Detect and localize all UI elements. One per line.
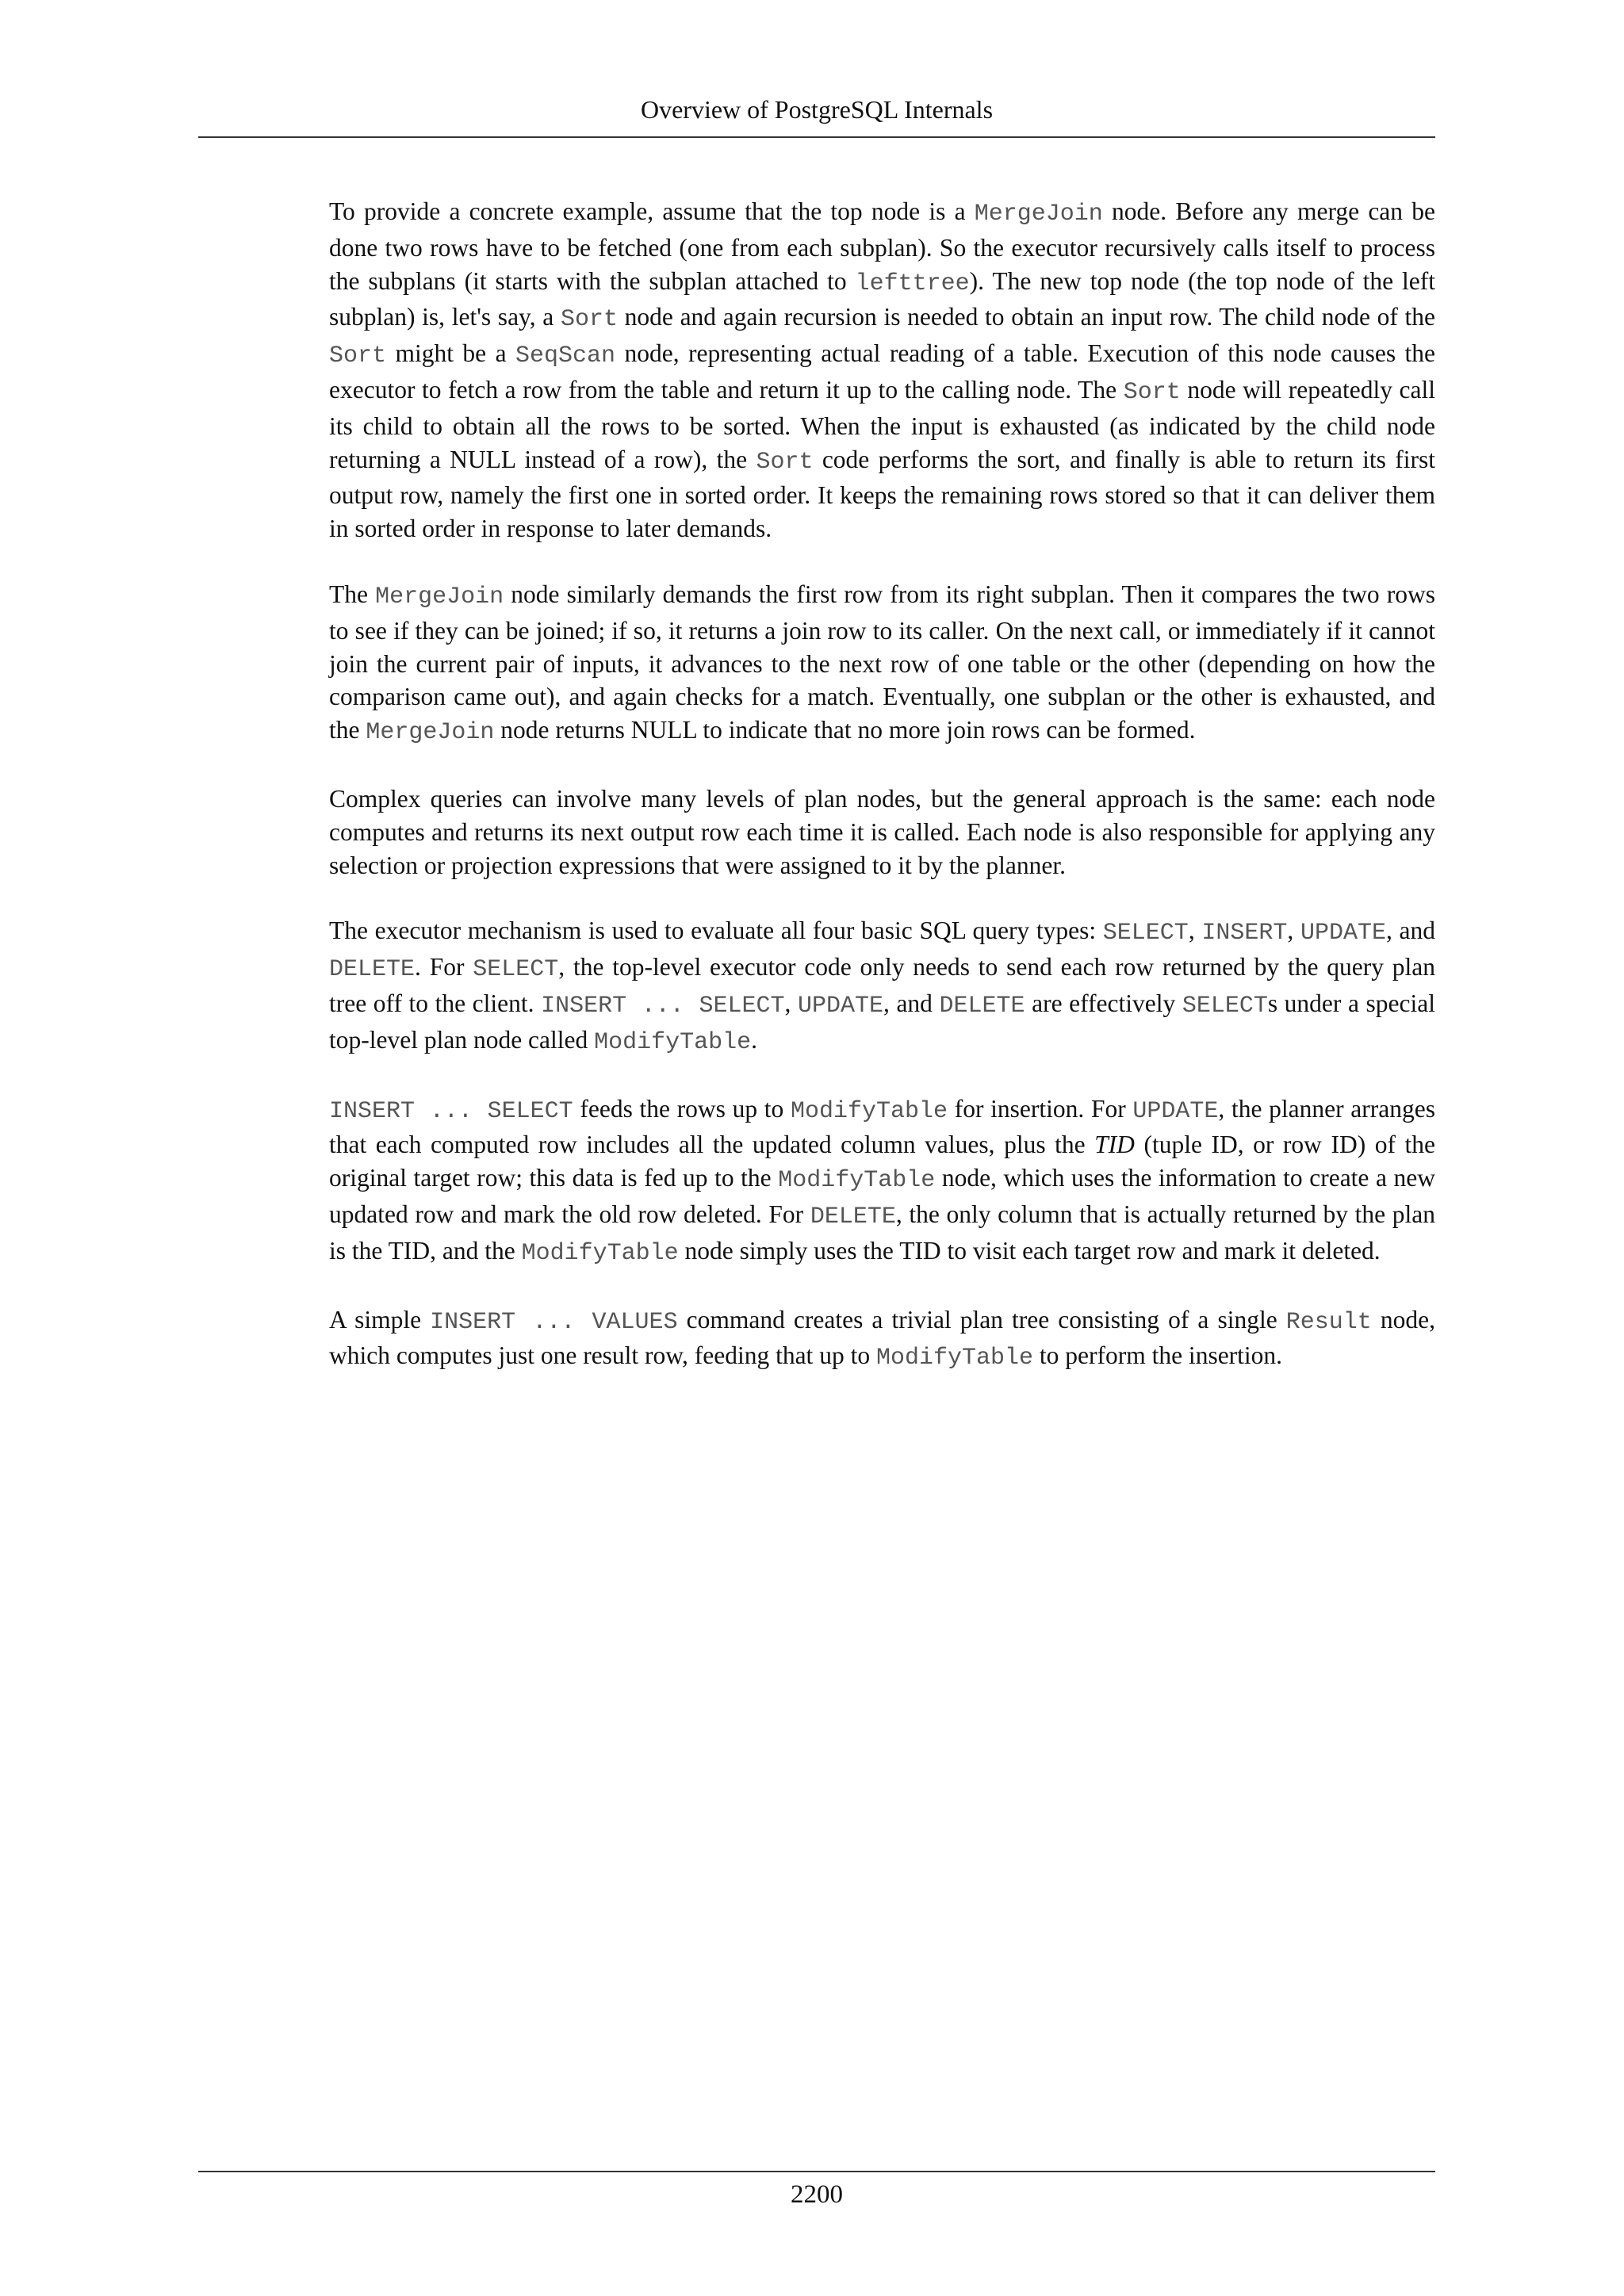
code-sort: Sort xyxy=(560,306,618,334)
header-rule xyxy=(198,136,1435,138)
code-modifytable: ModifyTable xyxy=(791,1097,948,1125)
code-update: UPDATE xyxy=(1132,1097,1219,1125)
term-tid: TID xyxy=(1094,1131,1135,1159)
code-modifytable: ModifyTable xyxy=(521,1239,679,1267)
code-select: SELECT xyxy=(1102,920,1189,947)
paragraph-complex-queries: Complex queries can involve many levels of plan nodes, but the general approach is the same: each node computes and returns its next output row each time it is called. Each node is also responsible for applying any selection or projection expressions that were assigned to it by the planner. xyxy=(329,784,1435,879)
paragraph-insert-values: A simple INSERT ... VALUES command creates a trivial plan tree consisting of a single Result node, which computes just one result row, feeding that up to ModifyTable to perform the insertion. xyxy=(329,1305,1435,1372)
code-insert-values: INSERT ... VALUES xyxy=(430,1308,678,1336)
code-modifytable: ModifyTable xyxy=(778,1167,936,1195)
code-delete: DELETE xyxy=(810,1203,896,1230)
paragraph-query-types: The executor mechanism is used to evaluate all four basic SQL query types: SELECT, INSERT, UPDATE, and DELETE. For SELECT, the top-level executor code only needs to send each row returned by the query plan tree off to the client. INSERT ... SELECT, UPDATE, and DELETE are effectively SELECTs under a special top-level plan node called ModifyTable. xyxy=(329,916,1435,1056)
code-result: Result xyxy=(1285,1308,1372,1336)
code-update: UPDATE xyxy=(797,992,883,1020)
code-mergejoin: MergeJoin xyxy=(366,719,495,747)
code-insert-select: INSERT ... SELECT xyxy=(329,1097,573,1125)
paragraph-insert-select: INSERT ... SELECT feeds the rows up to ModifyTable for insertion. For UPDATE, the planner arranges that each computed row includes all the updated column values, plus the TID (tuple ID, or row ID) of the original target row; this data is fed up to the ModifyTable node, which uses the information to create a new updated row and mark the old row deleted. For DELETE, the only column that is actually returned by the plan is the TID, and the ModifyTable node simply uses the TID to visit each target row and mark it deleted. xyxy=(329,1094,1435,1267)
code-seqscan: SeqScan xyxy=(515,342,616,370)
code-mergejoin: MergeJoin xyxy=(974,201,1103,228)
code-insert-select: INSERT ... SELECT xyxy=(541,992,785,1020)
code-sort: Sort xyxy=(329,342,387,370)
code-delete: DELETE xyxy=(939,992,1025,1020)
page-body xyxy=(329,195,1435,1408)
code-update: UPDATE xyxy=(1300,920,1386,947)
running-header: Overview of PostgreSQL Internals xyxy=(640,95,994,124)
paragraph-executor-example: To provide a concrete example, assume that the top node is a MergeJoin node. Before any merge can be done two rows have to be fetched (one from each subplan). So the executor recursively calls itself to process the subplans (it starts with the subplan attached to lefttree). The new top node (the top node of the left subplan) is, let's say, a Sort node and again recursion is needed to obtain an input row. The child node of the Sort might be a SeqScan node, representing actual reading of a table. Execution of this node causes the executor to fetch a row from the table and return it up to the calling node. The Sort node will repeatedly call its child to obtain all the rows to be sorted. When the input is exhausted (as indicated by the child node returning a NULL instead of a row), the Sort code performs the sort, and finally is able to return its first output row, namely the first one in sorted order. It keeps the remaining rows stored so that it can deliver them in sorted order in response to later demands. xyxy=(329,197,1436,543)
code-select: SELECT xyxy=(473,956,559,984)
code-modifytable: ModifyTable xyxy=(594,1028,752,1056)
code-lefttree: lefttree xyxy=(855,270,970,297)
code-insert: INSERT xyxy=(1201,920,1288,947)
code-select: SELECT xyxy=(1182,992,1268,1020)
code-delete: DELETE xyxy=(329,956,416,984)
code-modifytable: ModifyTable xyxy=(875,1345,1033,1372)
code-mergejoin: MergeJoin xyxy=(375,583,504,610)
paragraph-mergejoin: The MergeJoin node similarly demands the first row from its right subplan. Then it compares the two rows to see if they can be joined; if so, it returns a join row to its caller. On the next call, or immediately if it cannot join the current pair of inputs, it advances to the next row of one table or the other (depending on how the comparison came out), and again checks for a match. Eventually, one subplan or the other is exhausted, and the MergeJoin node returns NULL to indicate that no more join rows can be formed. xyxy=(329,580,1435,747)
code-sort: Sort xyxy=(1123,378,1181,406)
footer-rule xyxy=(198,2171,1435,2172)
code-sort: Sort xyxy=(756,448,814,476)
page-number: 2200 xyxy=(791,2180,843,2209)
